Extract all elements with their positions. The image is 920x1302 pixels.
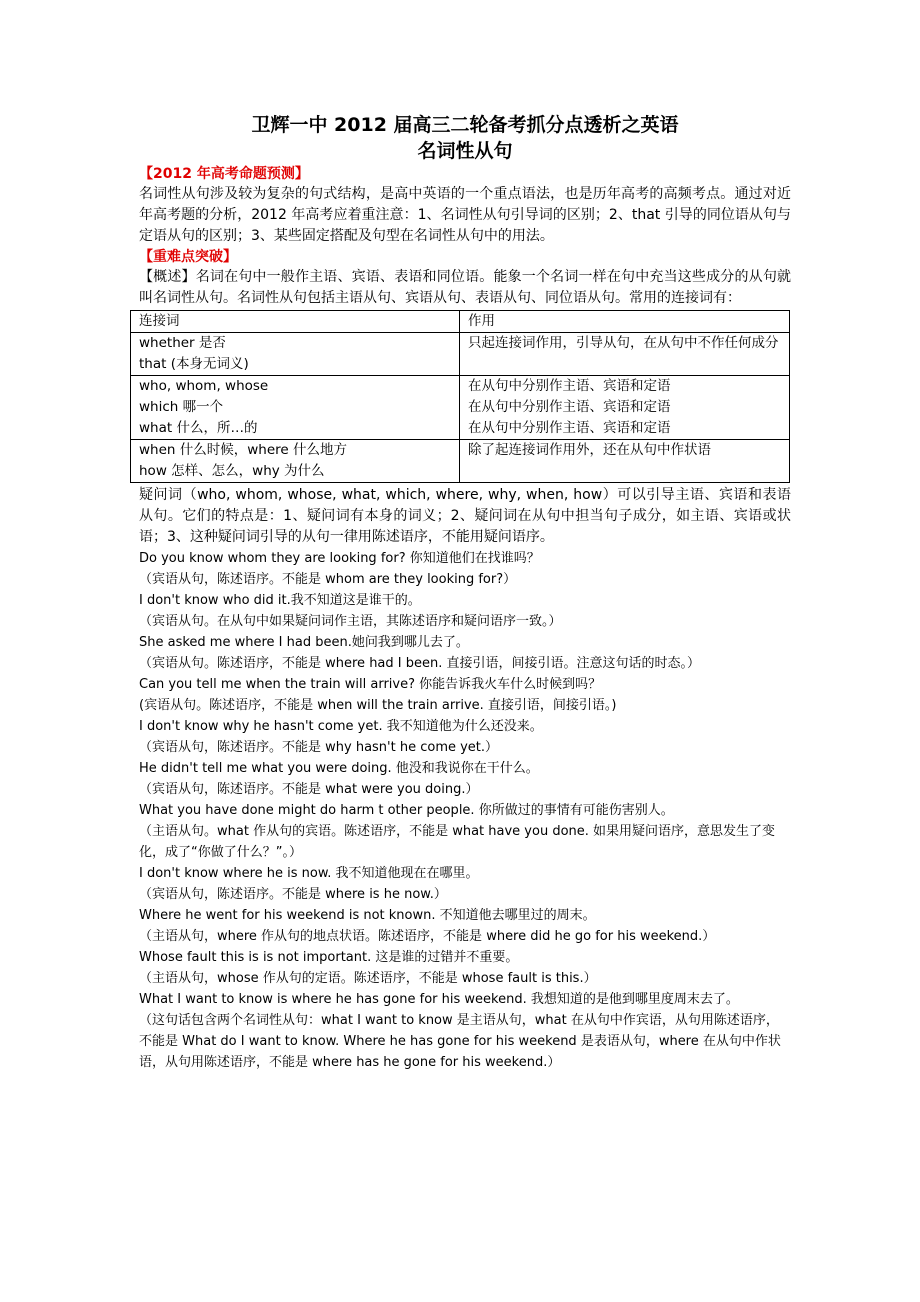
cell-line: what 什么，所…的 [139, 420, 258, 436]
cell-line: 只起连接词作用，引导从句，在从句中不作任何成分 [468, 335, 779, 351]
cell-line: how 怎样、怎么，why 为什么 [139, 463, 325, 479]
interrogative-intro: 疑问词（who, whom, whose, what, which, where, why, when, how）可以引导主语、宾语和表语从句。它们的特点是：1、疑问词有本身的词义；2、疑问词在从句中担当句子成分，如主语、宾语或状语；3、这种疑问词引导的从句一律用陈述语序，不能用疑问语序。 [139, 487, 791, 545]
cell-line: which 哪一个 [139, 399, 224, 415]
example-sentence: Whose fault this is is not important. 这是谁的过错并不重要。 [139, 950, 519, 965]
document-title: 卫辉一中 2012 届高三二轮备考抓分点透析之英语 [251, 114, 679, 136]
example-sentence: Can you tell me when the train will arrive? 你能告诉我火车什么时候到吗？ [139, 677, 602, 692]
table-row [131, 440, 790, 483]
table-row [131, 376, 790, 440]
example-note: （宾语从句，陈述语序。不能是 why hasn't he come yet.） [139, 740, 499, 755]
cell-line: 在从句中分别作主语、宾语和定语 [468, 399, 671, 415]
example-note: （主语从句，where 作从句的地点状语。陈述语序，不能是 where did he go for his weekend.） [139, 929, 716, 944]
example-note: (宾语从句。陈述语序，不能是 when will the train arrive. 直接引语，间接引语。) [139, 698, 617, 713]
table-cell-connective [131, 333, 460, 376]
cell-line: 在从句中分别作主语、宾语和定语 [468, 420, 671, 436]
prediction-heading: 【2012 年高考命题预测】 [139, 166, 309, 182]
cell-line: who, whom, whose [139, 378, 269, 394]
cell-line: when 什么时候，where 什么地方 [139, 442, 348, 458]
example-sentence: She asked me where I had been.她问我到哪儿去了。 [139, 635, 469, 650]
example-sentence: I don't know where he is now. 我不知道他现在在哪里。 [139, 866, 479, 881]
table-cell-connective [131, 440, 460, 483]
example-sentence: Do you know whom they are looking for? 你知道他们在找谁吗？ [139, 551, 540, 566]
example-sentence: I don't know who did it.我不知道这是谁干的。 [139, 593, 421, 608]
example-sentence: What I want to know is where he has gone for his weekend. 我想知道的是他到哪里度周末去了。 [139, 992, 739, 1007]
example-note: （主语从句。what 作从句的宾语。陈述语序，不能是 what have you done. 如果用疑问语序，意思发生了变化，成了“你做了什么？”。） [139, 824, 776, 860]
cell-line: 在从句中分别作主语、宾语和定语 [468, 378, 671, 394]
difficulty-heading: 【重难点突破】 [139, 249, 237, 265]
table-header-row [131, 311, 790, 333]
example-note: （宾语从句，陈述语序。不能是 what were you doing.） [139, 782, 479, 797]
connective-table [130, 310, 790, 483]
cell-line: that (本身无词义) [139, 356, 249, 372]
example-note: （宾语从句。陈述语序，不能是 where had I been. 直接引语，间接引语。注意这句话的时态。） [139, 656, 700, 671]
example-sentence: I don't know why he hasn't come yet. 我不知道他为什么还没来。 [139, 719, 543, 734]
table-row [131, 333, 790, 376]
example-sentence: He didn't tell me what you were doing. 他没和我说你在干什么。 [139, 761, 539, 776]
table-cell-function [460, 440, 790, 483]
prediction-text: 名词性从句涉及较为复杂的句式结构，是高中英语的一个重点语法，也是历年高考的高频考点。通过对近年高考题的分析，2012 年高考应着重注意：1、名词性从句引导词的区别；2、that 引导的同位语从句与定语从句的区别；3、某些固定搭配及句型在名词性从句中的用法。 [139, 186, 791, 244]
table-cell-connective [131, 376, 460, 440]
document-page [139, 112, 791, 1073]
overview-text: 【概述】名词在句中一般作主语、宾语、表语和同位语。能象一个名词一样在句中充当这些成分的从句就叫名词性从句。名词性从句包括主语从句、宾语从句、表语从句、同位语从句。常用的连接词有： [139, 269, 791, 306]
example-note: （宾语从句。在从句中如果疑问词作主语，其陈述语序和疑问语序一致。） [139, 614, 562, 629]
table-header-cell: 作用 [460, 311, 790, 333]
example-note: （宾语从句，陈述语序。不能是 where is he now.） [139, 887, 447, 902]
example-sentence: What you have done might do harm t other people. 你所做过的事情有可能伤害别人。 [139, 803, 674, 818]
table-header-cell: 连接词 [131, 311, 460, 333]
example-note: （这句话包含两个名词性从句：what I want to know 是主语从句，what 在从句中作宾语，从句用陈述语序，不能是 What do I want to know. Where he has gone for his weekend 是表语从句，where 在从句中作状语，从句用陈述语序，不能是 where has he gone for his weekend.） [139, 1013, 781, 1070]
cell-line: 除了起连接词作用外，还在从句中作状语 [468, 442, 711, 458]
table-cell-function [460, 333, 790, 376]
example-note: （主语从句，whose 作从句的定语。陈述语序，不能是 whose fault is this.） [139, 971, 597, 986]
example-sentence: Where he went for his weekend is not known. 不知道他去哪里过的周末。 [139, 908, 596, 923]
table-cell-function [460, 376, 790, 440]
cell-line: whether 是否 [139, 335, 226, 351]
example-note: （宾语从句，陈述语序。不能是 whom are they looking for?） [139, 572, 517, 587]
document-subtitle: 名词性从句 [417, 140, 513, 162]
